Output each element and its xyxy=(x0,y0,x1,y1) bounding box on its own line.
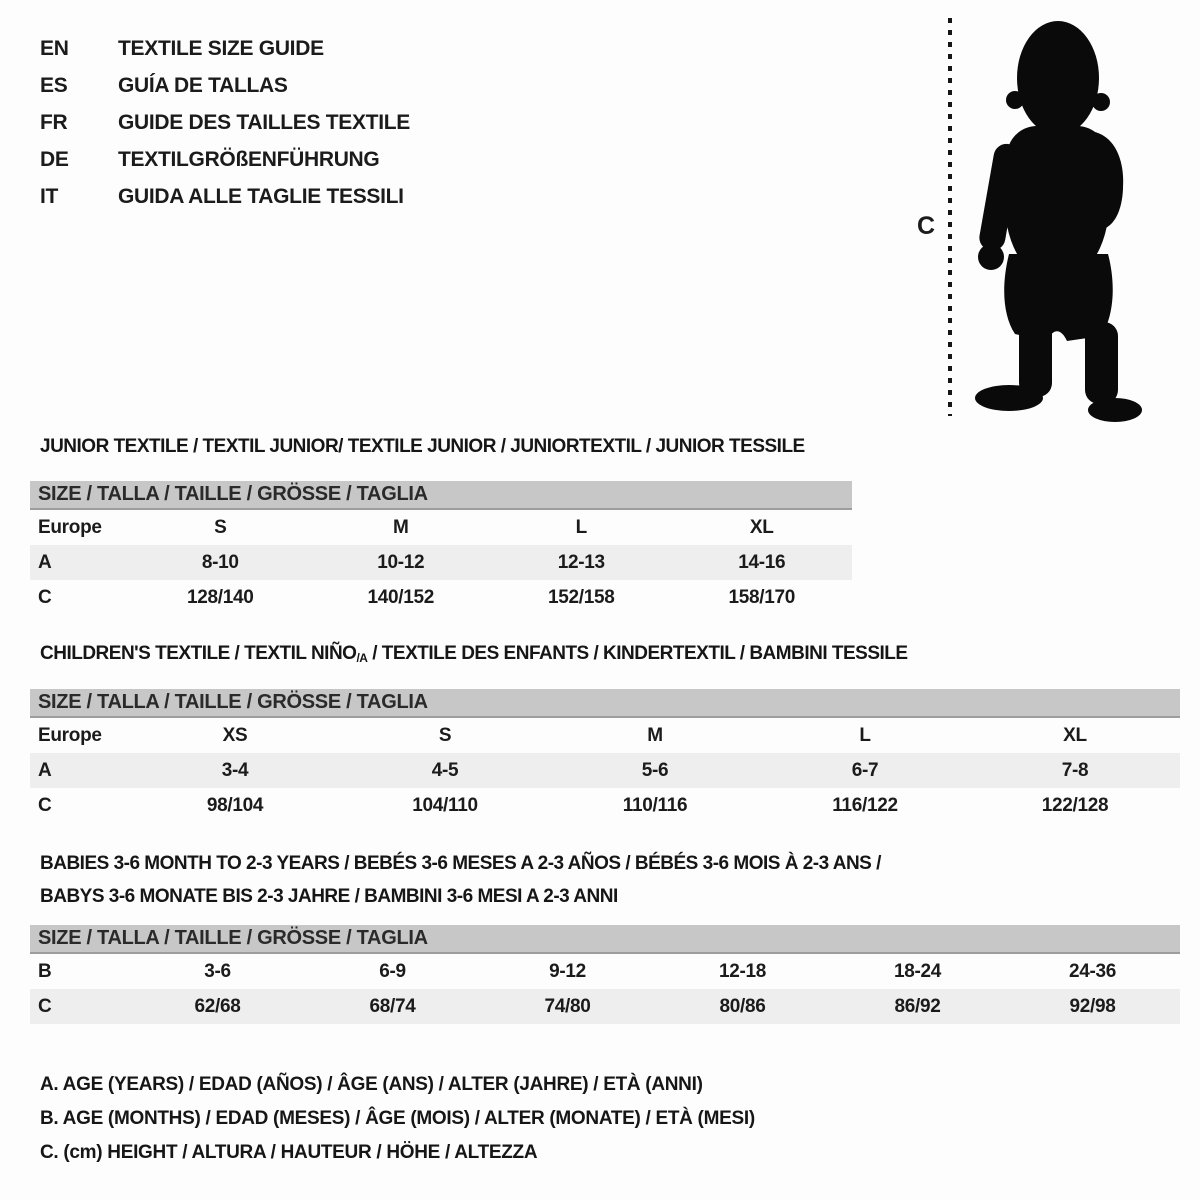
size-value-cell: L xyxy=(859,725,871,746)
size-value-cell: XL xyxy=(1063,725,1087,746)
age-value-cell: 10-12 xyxy=(377,552,425,573)
babies-height-row xyxy=(30,989,1180,1024)
row-label: A xyxy=(38,760,52,781)
babies-size-table xyxy=(30,925,1180,1024)
age-months-cell: 9-12 xyxy=(549,961,586,982)
age-value-cell: 6-7 xyxy=(851,760,879,781)
language-row-es xyxy=(40,67,410,104)
height-dashed-line xyxy=(948,18,952,416)
children-section-title xyxy=(40,643,908,665)
children-title-main: CHILDREN'S TEXTILE / TEXTIL NIÑO xyxy=(40,643,357,664)
size-header-band: SIZE / TALLA / TAILLE / GRÖSSE / TAGLIA xyxy=(30,689,1180,718)
children-size-table xyxy=(30,689,1180,823)
height-value-cell: 86/92 xyxy=(894,996,941,1017)
baby-silhouette-icon xyxy=(967,14,1145,426)
children-age-row xyxy=(30,753,1180,788)
height-value-cell: 74/80 xyxy=(544,996,591,1017)
age-value-cell: 14-16 xyxy=(738,552,786,573)
children-height-row xyxy=(30,788,1180,823)
row-label: B xyxy=(38,961,52,982)
junior-europe-row xyxy=(30,510,852,545)
age-value-cell: 7-8 xyxy=(1061,760,1089,781)
size-header-band: SIZE / TALLA / TAILLE / GRÖSSE / TAGLIA xyxy=(30,925,1180,954)
language-code: FR xyxy=(40,110,68,134)
junior-height-row xyxy=(30,580,852,615)
size-value-cell: M xyxy=(647,725,663,746)
size-value-cell: XS xyxy=(222,725,248,746)
age-months-cell: 6-9 xyxy=(379,961,406,982)
row-label: Europe xyxy=(38,725,102,746)
row-label: C xyxy=(38,587,52,608)
children-title-rest: / TEXTILE DES ENFANTS / KINDERTEXTIL / BAMBINI TESSILE xyxy=(367,643,908,664)
junior-size-table xyxy=(30,481,852,615)
language-code: IT xyxy=(40,184,59,208)
baby-height-figure xyxy=(915,14,1155,429)
age-months-cell: 24-36 xyxy=(1068,961,1117,982)
legend-line-c: C. (cm) HEIGHT / ALTURA / HAUTEUR / HÖHE / ALTEZZA xyxy=(40,1142,538,1163)
guide-title-it: GUIDA ALLE TAGLIE TESSILI xyxy=(118,184,404,208)
height-value-cell: 128/140 xyxy=(186,587,254,608)
age-months-cell: 18-24 xyxy=(893,961,942,982)
row-label: C xyxy=(38,996,52,1017)
height-value-cell: 122/128 xyxy=(1041,795,1109,816)
guide-title-fr: GUIDE DES TAILLES TEXTILE xyxy=(118,110,410,134)
language-row-it xyxy=(40,178,410,215)
guide-title-en: TEXTILE SIZE GUIDE xyxy=(118,36,324,60)
language-row-de xyxy=(40,141,410,178)
height-value-cell: 92/98 xyxy=(1069,996,1116,1017)
size-value-cell: M xyxy=(392,517,409,538)
height-value-cell: 68/74 xyxy=(369,996,416,1017)
age-value-cell: 3-4 xyxy=(221,760,249,781)
junior-age-row xyxy=(30,545,852,580)
height-value-cell: 80/86 xyxy=(719,996,766,1017)
language-code: EN xyxy=(40,36,69,60)
size-value-cell: S xyxy=(214,517,227,538)
babies-title-line2: BABYS 3-6 MONATE BIS 2-3 JAHRE / BAMBINI 3-6 MESI A 2-3 ANNI xyxy=(40,886,618,907)
junior-section-title: JUNIOR TEXTILE / TEXTIL JUNIOR/ TEXTILE JUNIOR / JUNIORTEXTIL / JUNIOR TESSILE xyxy=(40,436,805,457)
age-value-cell: 4-5 xyxy=(431,760,459,781)
size-value-cell: S xyxy=(438,725,452,746)
height-value-cell: 116/122 xyxy=(832,795,898,816)
children-europe-row xyxy=(30,718,1180,753)
measure-legend xyxy=(40,1068,755,1170)
height-value-cell: 62/68 xyxy=(194,996,241,1017)
height-value-cell: 140/152 xyxy=(367,587,435,608)
height-value-cell: 158/170 xyxy=(728,587,796,608)
height-value-cell: 98/104 xyxy=(206,795,264,816)
age-months-cell: 12-18 xyxy=(718,961,767,982)
height-value-cell: 152/158 xyxy=(547,587,615,608)
language-code: DE xyxy=(40,147,69,171)
babies-section-title xyxy=(40,847,881,913)
row-label: A xyxy=(38,552,52,573)
age-months-cell: 3-6 xyxy=(204,961,231,982)
age-value-cell: 8-10 xyxy=(201,552,239,573)
legend-line-a: A. AGE (YEARS) / EDAD (AÑOS) / ÂGE (ANS) / ALTER (JAHRE) / ETÀ (ANNI) xyxy=(40,1074,703,1095)
children-title-sub: /A xyxy=(356,651,368,665)
size-header-band: SIZE / TALLA / TAILLE / GRÖSSE / TAGLIA xyxy=(30,481,852,510)
language-code: ES xyxy=(40,73,68,97)
age-value-cell: 5-6 xyxy=(641,760,669,781)
babies-months-row xyxy=(30,954,1180,989)
age-value-cell: 12-13 xyxy=(557,552,605,573)
height-measure-label: C xyxy=(917,212,935,240)
language-row-en xyxy=(40,30,410,67)
legend-line-b: B. AGE (MONTHS) / EDAD (MESES) / ÂGE (MOIS) / ALTER (MONATE) / ETÀ (MESI) xyxy=(40,1108,755,1129)
size-value-cell: XL xyxy=(749,517,774,538)
babies-title-line1: BABIES 3-6 MONTH TO 2-3 YEARS / BEBÉS 3-6 MESES A 2-3 AÑOS / BÉBÉS 3-6 MOIS À 2-3 ANS / xyxy=(40,853,881,874)
height-value-cell: 104/110 xyxy=(412,795,478,816)
language-list xyxy=(40,30,410,215)
row-label: C xyxy=(38,795,52,816)
height-value-cell: 110/116 xyxy=(622,795,688,816)
row-label: Europe xyxy=(38,517,102,538)
language-row-fr xyxy=(40,104,410,141)
size-value-cell: L xyxy=(575,517,587,538)
guide-title-es: GUÍA DE TALLAS xyxy=(118,73,288,97)
guide-title-de: TEXTILGRÖßENFÜHRUNG xyxy=(118,147,380,171)
